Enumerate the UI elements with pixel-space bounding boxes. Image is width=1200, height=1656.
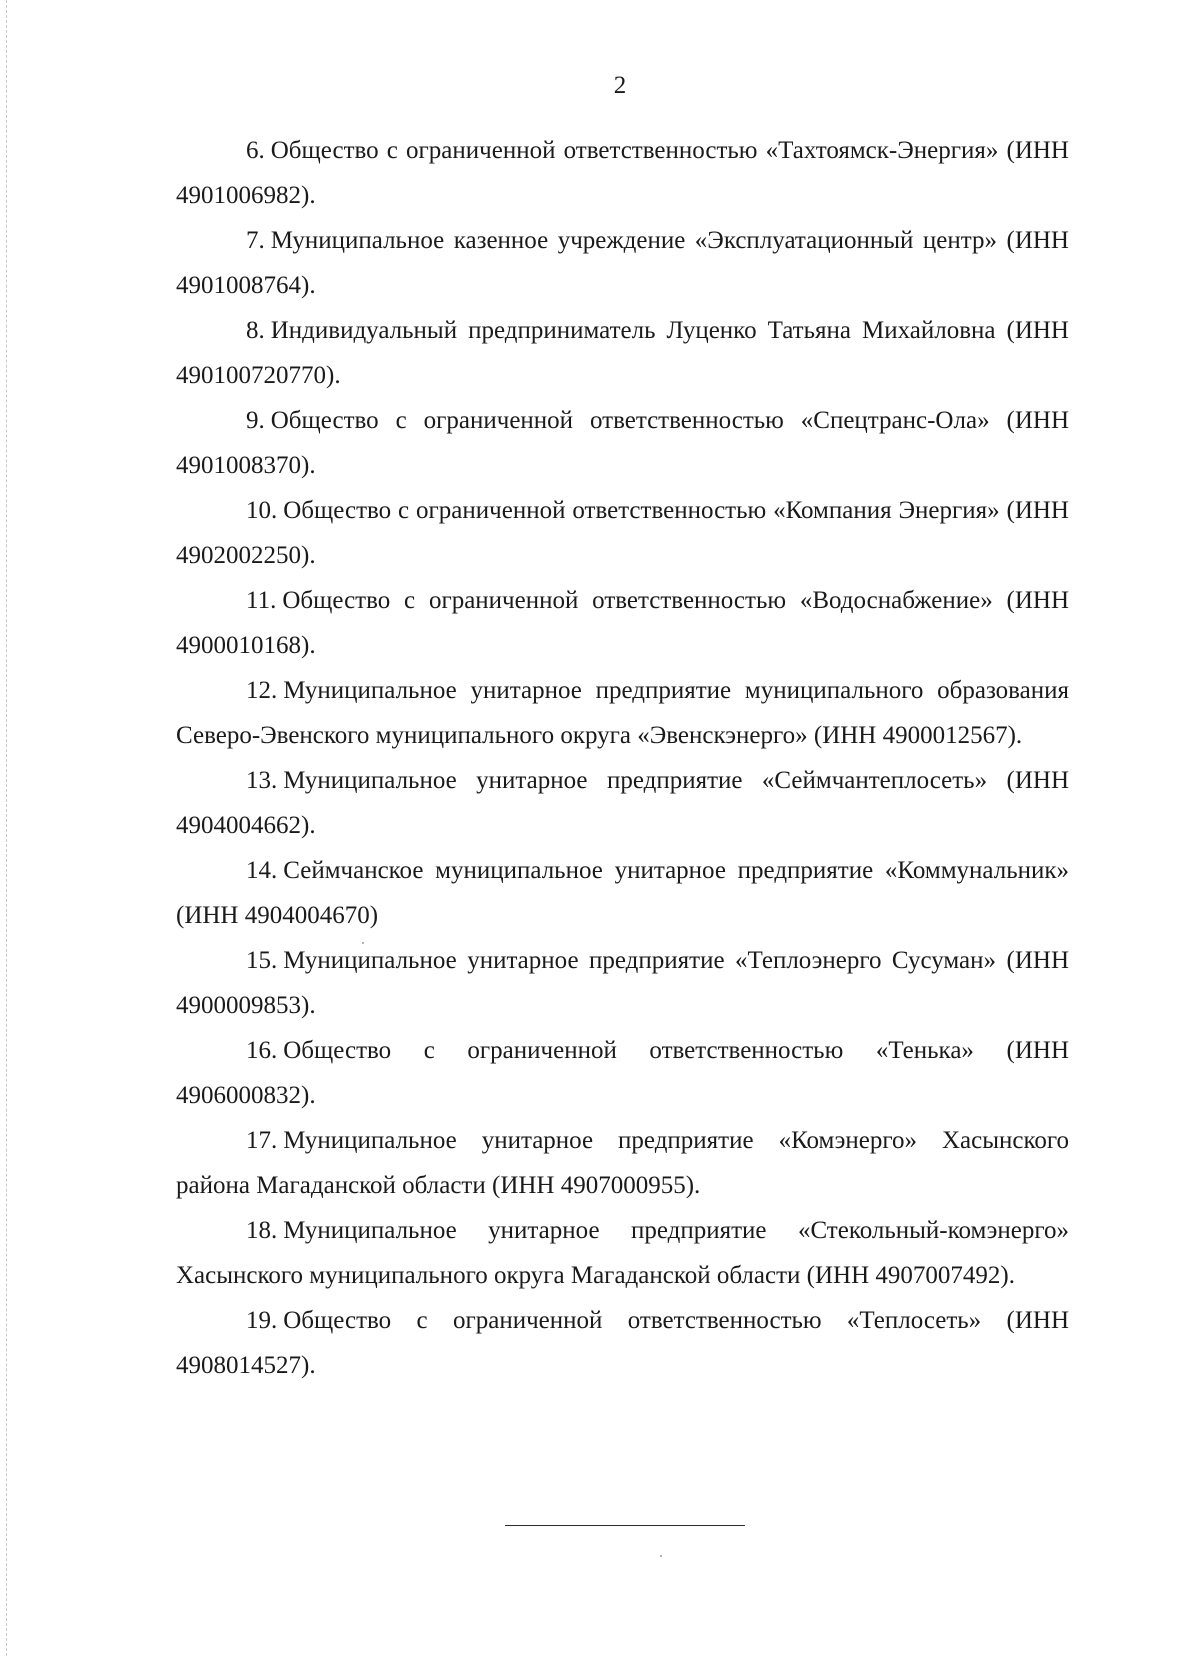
item-text: Индивидуальный предприниматель Луценко Татьяна Михайловна (ИНН 490100720770). <box>176 317 1069 389</box>
list-item <box>176 308 1069 398</box>
scan-edge <box>6 0 7 1656</box>
item-number: 19. <box>246 1307 278 1334</box>
item-number: 6. <box>246 137 265 164</box>
item-number: 7. <box>246 227 265 254</box>
scan-speck <box>660 1555 662 1557</box>
list-item <box>176 128 1069 218</box>
item-text: Муниципальное унитарное предприятие «Сеймчантеплосеть» (ИНН 4904004662). <box>176 767 1069 839</box>
item-number: 13. <box>246 767 278 794</box>
list-item <box>176 1028 1069 1118</box>
list-item <box>176 398 1069 488</box>
page-number: 2 <box>613 72 627 99</box>
item-number: 17. <box>246 1127 278 1154</box>
list-item <box>176 218 1069 308</box>
list-item <box>176 1118 1069 1208</box>
item-number: 14. <box>246 857 278 884</box>
list-item <box>176 1208 1069 1298</box>
list-item <box>176 938 1069 1028</box>
item-text: Общество с ограниченной ответственностью «Теплосеть» (ИНН 4908014527). <box>176 1307 1069 1379</box>
item-number: 12. <box>246 677 278 704</box>
item-text: Общество с ограниченной ответственностью «Тенька» (ИНН 4906000832). <box>176 1037 1069 1109</box>
item-text: Муниципальное унитарное предприятие «Теплоэнерго Сусуман» (ИНН 4900009853). <box>176 947 1069 1019</box>
item-text: Общество с ограниченной ответственностью «Водоснабжение» (ИНН 4900010168). <box>176 587 1069 659</box>
item-number: 15. <box>246 947 278 974</box>
list-item <box>176 1298 1069 1388</box>
item-text: Муниципальное унитарное предприятие «Стекольный-комэнерго» Хасынского муниципального округа Магаданской области (ИНН 4907007492). <box>176 1217 1069 1289</box>
item-number: 8. <box>246 317 265 344</box>
item-text: Муниципальное казенное учреждение «Эксплуатационный центр» (ИНН 4901008764). <box>176 227 1069 299</box>
item-text: Общество с ограниченной ответственностью «Спецтранс-Ола» (ИНН 4901008370). <box>176 407 1069 479</box>
item-number: 18. <box>246 1217 278 1244</box>
item-text: Муниципальное унитарное предприятие «Комэнерго» Хасынского района Магаданской области (ИНН 4907000955). <box>176 1127 1069 1199</box>
item-number: 9. <box>246 407 265 434</box>
item-number: 16. <box>246 1037 278 1064</box>
item-text: Общество с ограниченной ответственностью «Тахтоямск-Энергия» (ИНН 4901006982). <box>176 137 1069 209</box>
item-text: Сеймчанское муниципальное унитарное предприятие «Коммунальник» (ИНН 4904004670) <box>176 857 1069 929</box>
list-item <box>176 758 1069 848</box>
item-number: 11. <box>246 587 277 614</box>
list-item <box>176 488 1069 578</box>
item-text: Общество с ограниченной ответственностью «Компания Энергия» (ИНН 4902002250). <box>176 497 1069 569</box>
list-item <box>176 578 1069 668</box>
item-number: 10. <box>246 497 278 524</box>
list-item <box>176 848 1069 938</box>
list-item <box>176 668 1069 758</box>
scan-speck <box>362 942 364 944</box>
item-text: Муниципальное унитарное предприятие муниципального образования Северо-Эвенского муниципального округа «Эвенскэнерго» (ИНН 4900012567). <box>176 677 1069 749</box>
document-body <box>176 128 1069 1388</box>
closing-rule <box>505 1525 745 1526</box>
